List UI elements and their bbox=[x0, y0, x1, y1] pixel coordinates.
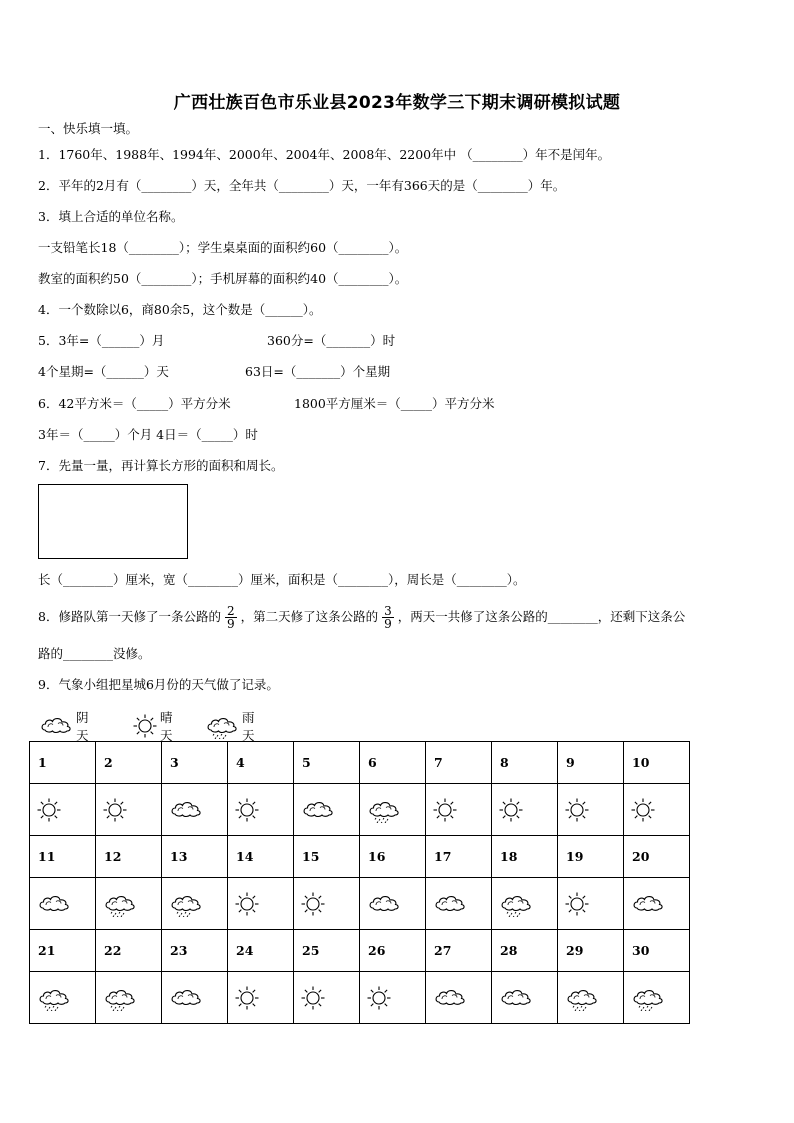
day-number-cell: 20 bbox=[624, 836, 690, 878]
weather-cell bbox=[228, 878, 294, 930]
q8-text-3: ，两天一共修了这条公路的________，还剩下这条公 bbox=[397, 609, 686, 624]
sun-icon bbox=[234, 797, 293, 823]
weather-cell bbox=[624, 878, 690, 930]
weather-cell bbox=[426, 972, 492, 1024]
question-5d: 63日=（_______）个星期 bbox=[245, 364, 391, 379]
question-5a: 5．3年=（______）月 bbox=[38, 333, 165, 348]
question-9: 9．气象小组把星城6月份的天气做了记录。 bbox=[38, 677, 279, 692]
weather-cell bbox=[96, 878, 162, 930]
question-1: 1．1760年、1988年、1994年、2000年、2004年、2008年、2200年中 （________）年不是闰年。 bbox=[38, 147, 611, 162]
weather-cell bbox=[360, 972, 426, 1024]
rain-cloud-icon bbox=[102, 891, 161, 917]
day-number-cell: 5 bbox=[294, 742, 360, 784]
rain-cloud-icon bbox=[564, 985, 623, 1011]
weather-cell bbox=[360, 878, 426, 930]
question-8 bbox=[38, 604, 685, 630]
sun-icon bbox=[36, 797, 95, 823]
sun-icon bbox=[234, 985, 293, 1011]
weather-cell bbox=[96, 784, 162, 836]
question-6b: 1800平方厘米＝（_____）平方分米 bbox=[294, 396, 495, 411]
question-5c: 4个星期=（______）天 bbox=[38, 364, 169, 379]
table-row bbox=[30, 742, 690, 784]
weather-cell bbox=[162, 784, 228, 836]
day-number-cell: 29 bbox=[558, 930, 624, 972]
weather-cell bbox=[558, 972, 624, 1024]
day-number-cell: 25 bbox=[294, 930, 360, 972]
day-number-cell: 10 bbox=[624, 742, 690, 784]
legend-rainy bbox=[204, 708, 255, 744]
day-number-cell: 1 bbox=[30, 742, 96, 784]
day-number-cell: 16 bbox=[360, 836, 426, 878]
q8-text-2: ，第二天修了这条公路的 bbox=[240, 609, 379, 624]
legend-rainy-label: 雨天 bbox=[242, 710, 255, 743]
weather-cell bbox=[558, 878, 624, 930]
cloud-icon bbox=[630, 891, 689, 917]
question-8-cont: 路的________没修。 bbox=[38, 646, 151, 661]
weather-cell bbox=[96, 972, 162, 1024]
day-number-cell: 4 bbox=[228, 742, 294, 784]
sun-icon bbox=[630, 797, 689, 823]
question-7: 7．先量一量，再计算长方形的面积和周长。 bbox=[38, 458, 284, 473]
question-4: 4．一个数除以6，商80余5，这个数是（______）。 bbox=[38, 302, 322, 317]
table-row bbox=[30, 878, 690, 930]
rain-cloud-icon bbox=[168, 891, 227, 917]
table-row bbox=[30, 930, 690, 972]
rain-cloud-icon bbox=[630, 985, 689, 1011]
day-number-cell: 21 bbox=[30, 930, 96, 972]
weather-cell bbox=[624, 784, 690, 836]
page-title: 广西壮族百色市乐业县2023年数学三下期末调研模拟试题 bbox=[173, 93, 621, 113]
weather-cell bbox=[426, 878, 492, 930]
weather-cell bbox=[162, 972, 228, 1024]
day-number-cell: 27 bbox=[426, 930, 492, 972]
sun-icon bbox=[132, 713, 158, 739]
day-number-cell: 30 bbox=[624, 930, 690, 972]
weather-cell bbox=[294, 878, 360, 930]
day-number-cell: 15 bbox=[294, 836, 360, 878]
sun-icon bbox=[234, 891, 293, 917]
fraction-3-9: $\frac{3}{9}$ bbox=[384, 604, 392, 631]
weather-cell bbox=[162, 878, 228, 930]
day-number-cell: 13 bbox=[162, 836, 228, 878]
cloud-icon bbox=[366, 891, 425, 917]
weather-table bbox=[29, 741, 690, 1024]
cloud-icon bbox=[38, 713, 74, 739]
rain-cloud-icon bbox=[204, 713, 240, 739]
cloud-icon bbox=[300, 797, 359, 823]
weather-cell bbox=[228, 784, 294, 836]
question-7-answer: 长（________）厘米，宽（________）厘米，面积是（________），周长是（________）。 bbox=[38, 572, 526, 587]
fraction-2-9: $\frac{2}{9}$ bbox=[226, 604, 235, 631]
weather-cell bbox=[228, 972, 294, 1024]
legend-cloudy bbox=[38, 708, 89, 744]
question-3: 3．填上合适的单位名称。 bbox=[38, 209, 184, 224]
weather-cell bbox=[492, 784, 558, 836]
weather-cell bbox=[624, 972, 690, 1024]
day-number-cell: 26 bbox=[360, 930, 426, 972]
question-2: 2．平年的2月有（________）天，全年共（________）天，一年有366天的是（________）年。 bbox=[38, 178, 566, 193]
legend-sunny bbox=[132, 708, 173, 744]
sun-icon bbox=[498, 797, 557, 823]
cloud-icon bbox=[168, 797, 227, 823]
legend-cloudy-label: 阴天 bbox=[76, 710, 89, 743]
rain-cloud-icon bbox=[498, 891, 557, 917]
measure-rectangle bbox=[38, 484, 188, 559]
cloud-icon bbox=[36, 891, 95, 917]
day-number-cell: 24 bbox=[228, 930, 294, 972]
weather-cell bbox=[558, 784, 624, 836]
day-number-cell: 28 bbox=[492, 930, 558, 972]
table-row bbox=[30, 784, 690, 836]
day-number-cell: 19 bbox=[558, 836, 624, 878]
day-number-cell: 6 bbox=[360, 742, 426, 784]
day-number-cell: 2 bbox=[96, 742, 162, 784]
cloud-icon bbox=[432, 891, 491, 917]
weather-cell bbox=[30, 972, 96, 1024]
weather-cell bbox=[360, 784, 426, 836]
table-row bbox=[30, 972, 690, 1024]
day-number-cell: 3 bbox=[162, 742, 228, 784]
sun-icon bbox=[102, 797, 161, 823]
weather-cell bbox=[492, 878, 558, 930]
rain-cloud-icon bbox=[102, 985, 161, 1011]
weather-cell bbox=[426, 784, 492, 836]
rain-cloud-icon bbox=[366, 797, 425, 823]
question-5b: 360分=（_______）时 bbox=[267, 333, 396, 348]
weather-cell bbox=[492, 972, 558, 1024]
cloud-icon bbox=[168, 985, 227, 1011]
question-3a: 一支铅笔长18（________）；学生桌桌面的面积约60（________）。 bbox=[38, 240, 408, 255]
day-number-cell: 18 bbox=[492, 836, 558, 878]
q8-text-1: 8．修路队第一天修了一条公路的 bbox=[38, 609, 221, 624]
table-row bbox=[30, 836, 690, 878]
sun-icon bbox=[564, 891, 623, 917]
day-number-cell: 17 bbox=[426, 836, 492, 878]
day-number-cell: 23 bbox=[162, 930, 228, 972]
day-number-cell: 11 bbox=[30, 836, 96, 878]
question-6a: 6．42平方米＝（_____）平方分米 bbox=[38, 396, 231, 411]
sun-icon bbox=[300, 891, 359, 917]
weather-cell bbox=[294, 972, 360, 1024]
day-number-cell: 12 bbox=[96, 836, 162, 878]
legend-sunny-label: 晴天 bbox=[160, 710, 173, 743]
weather-cell bbox=[30, 878, 96, 930]
sun-icon bbox=[300, 985, 359, 1011]
question-3b: 教室的面积约50（________）；手机屏幕的面积约40（________）。 bbox=[38, 271, 408, 286]
sun-icon bbox=[432, 797, 491, 823]
cloud-icon bbox=[432, 985, 491, 1011]
sun-icon bbox=[366, 985, 425, 1011]
question-6c: 3年＝（_____）个月 4日＝（_____）时 bbox=[38, 427, 258, 442]
section-heading: 一、快乐填一填。 bbox=[38, 121, 139, 136]
weather-cell bbox=[30, 784, 96, 836]
rain-cloud-icon bbox=[36, 985, 95, 1011]
sun-icon bbox=[564, 797, 623, 823]
day-number-cell: 8 bbox=[492, 742, 558, 784]
day-number-cell: 7 bbox=[426, 742, 492, 784]
cloud-icon bbox=[498, 985, 557, 1011]
day-number-cell: 9 bbox=[558, 742, 624, 784]
weather-cell bbox=[294, 784, 360, 836]
day-number-cell: 14 bbox=[228, 836, 294, 878]
day-number-cell: 22 bbox=[96, 930, 162, 972]
